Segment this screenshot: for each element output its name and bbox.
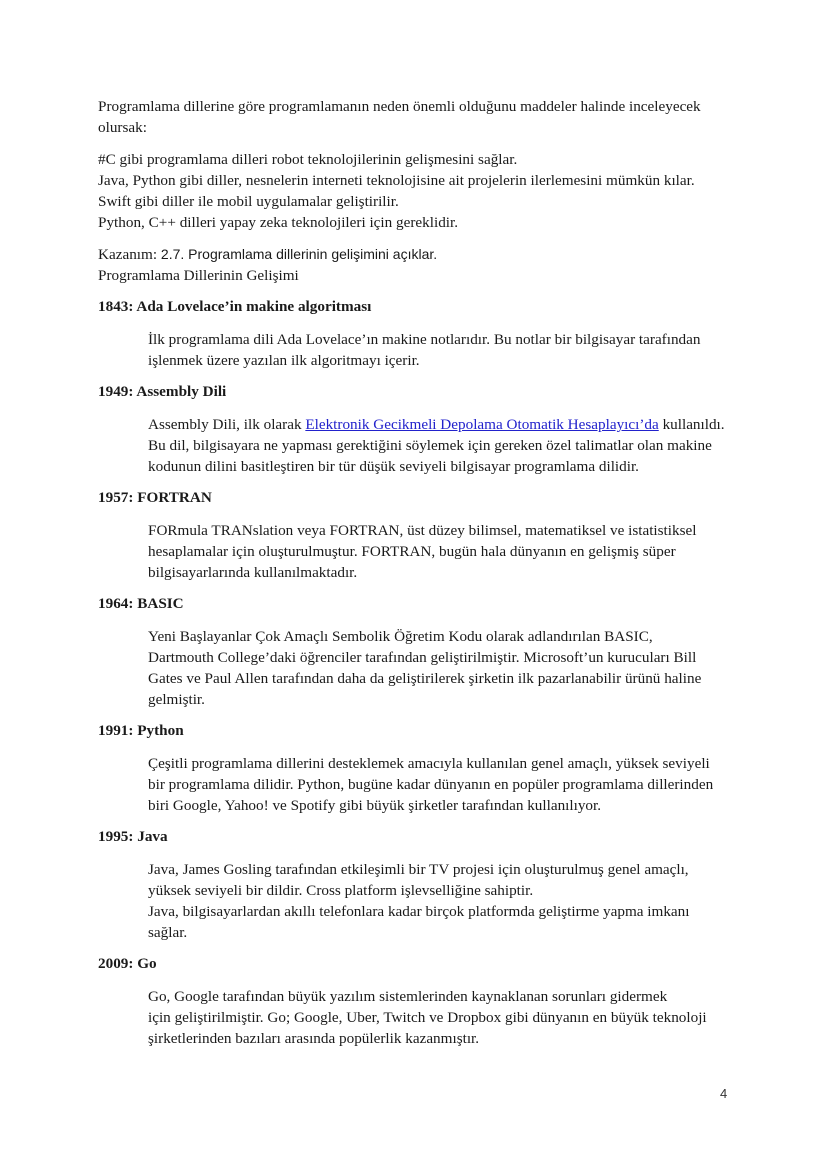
section-body-2009 [148, 986, 728, 1049]
learning-outcome [98, 244, 748, 265]
section-body-text: Assembly Dili, ilk olarak [148, 416, 306, 433]
learning-outcome-label: Kazanım: [98, 246, 158, 263]
section-heading-1957: 1957: FORTRAN [98, 489, 212, 506]
section-body-text: Java, James Gosling tarafından etkileşimli bir TV projesi için oluşturulmuş genel amaçlı, yüksek seviyeli bir dildir. Cross platform işlevselliğine sahiptir. [148, 861, 689, 899]
learning-outcome-text: 2.7. Programlama dillerinin gelişimini açıklar. [157, 246, 438, 262]
section-body-1957: FORmula TRANslation veya FORTRAN, üst düzey bilimsel, matematiksel ve istatistiksel hesaplamalar için oluşturulmuştur. FORTRAN, bugün hala dünyanın en gelişmiş süper bilgisayarlarında kullanılmaktadır. [148, 522, 697, 581]
section-body-1964: Yeni Başlayanlar Çok Amaçlı Sembolik Öğretim Kodu olarak adlandırılan BASIC, Dartmouth College’daki öğrenciler tarafından geliştirilmiştir. Microsoft’un kurucuları Bill Gates ve Paul Allen tarafından daha da geliştirilerek şirketin ilk pazarlanabilir ürünü haline gelmiştir. [148, 628, 702, 708]
section-body-1843: İlk programlama dili Ada Lovelace’ın makine notlarıdır. Bu notlar bir bilgisayar tarafından işlenmek üzere yazılan ilk algoritmayı içerir. [148, 331, 701, 369]
section-heading-1995: 1995: Java [98, 828, 168, 845]
section-body-text: Go, Google tarafından büyük yazılım sistemlerinden kaynaklanan sorunları gidermek [148, 988, 668, 1005]
section-heading-1964: 1964: BASIC [98, 595, 184, 612]
page-number: 4 [720, 1086, 728, 1101]
section-heading-1949: 1949: Assembly Dili [98, 383, 227, 400]
section-body-1991: Çeşitli programlama dillerini desteklemek amacıyla kullanılan genel amaçlı, yüksek seviyeli bir programlama dilidir. Python, bugüne kadar dünyanın en popüler programlama dillerinden biri Google, Yahoo! ve Spotify gibi büyük şirketler tarafından kullanılıyor. [148, 755, 714, 814]
page-title: Programlama Dillerinin Gelişimi [98, 267, 299, 284]
section-body-text: Java, bilgisayarlardan akıllı telefonlara kadar birçok platformda geliştirme yapma imkanı sağlar. [148, 903, 690, 941]
section-body-text: için geliştirilmiştir. Go; Google, Uber, Twitch ve Dropbox gibi dünyanın en büyük teknoloji şirketlerinden bazıları arasında popülerlik kazanmıştır. [148, 1009, 707, 1047]
list-item: Java, Python gibi diller, nesnelerin interneti teknolojisine ait projelerin ilerlemesini mümkün kılar. [98, 172, 695, 189]
importance-list [98, 149, 748, 233]
section-heading-1991: 1991: Python [98, 722, 184, 739]
section-heading-1843: 1843: Ada Lovelace’in makine algoritması [98, 298, 372, 315]
edsac-link[interactable]: Elektronik Gecikmeli Depolama Otomatik Hesaplayıcı’da [305, 416, 659, 433]
section-body-1949 [148, 414, 738, 477]
list-item: #C gibi programlama dilleri robot teknolojilerinin gelişmesini sağlar. [98, 151, 518, 168]
intro-paragraph: Programlama dillerine göre programlamanın neden önemli olduğunu maddeler halinde inceleyecek olursak: [98, 98, 701, 136]
section-body-text: kullanıldı. Bu dil, bilgisayara ne yapması gerektiğini söylemek için gereken özel talimatlar olan makine kodunun dilini basitleştiren bir tür düşük seviyeli bilgisayar programlama dilidir. [148, 416, 725, 475]
page-content [98, 96, 748, 1059]
section-body-1995 [148, 859, 708, 943]
list-item: Python, C++ dilleri yapay zeka teknolojileri için gereklidir. [98, 214, 459, 231]
list-item: Swift gibi diller ile mobil uygulamalar geliştirilir. [98, 193, 399, 210]
section-heading-2009: 2009: Go [98, 955, 157, 972]
